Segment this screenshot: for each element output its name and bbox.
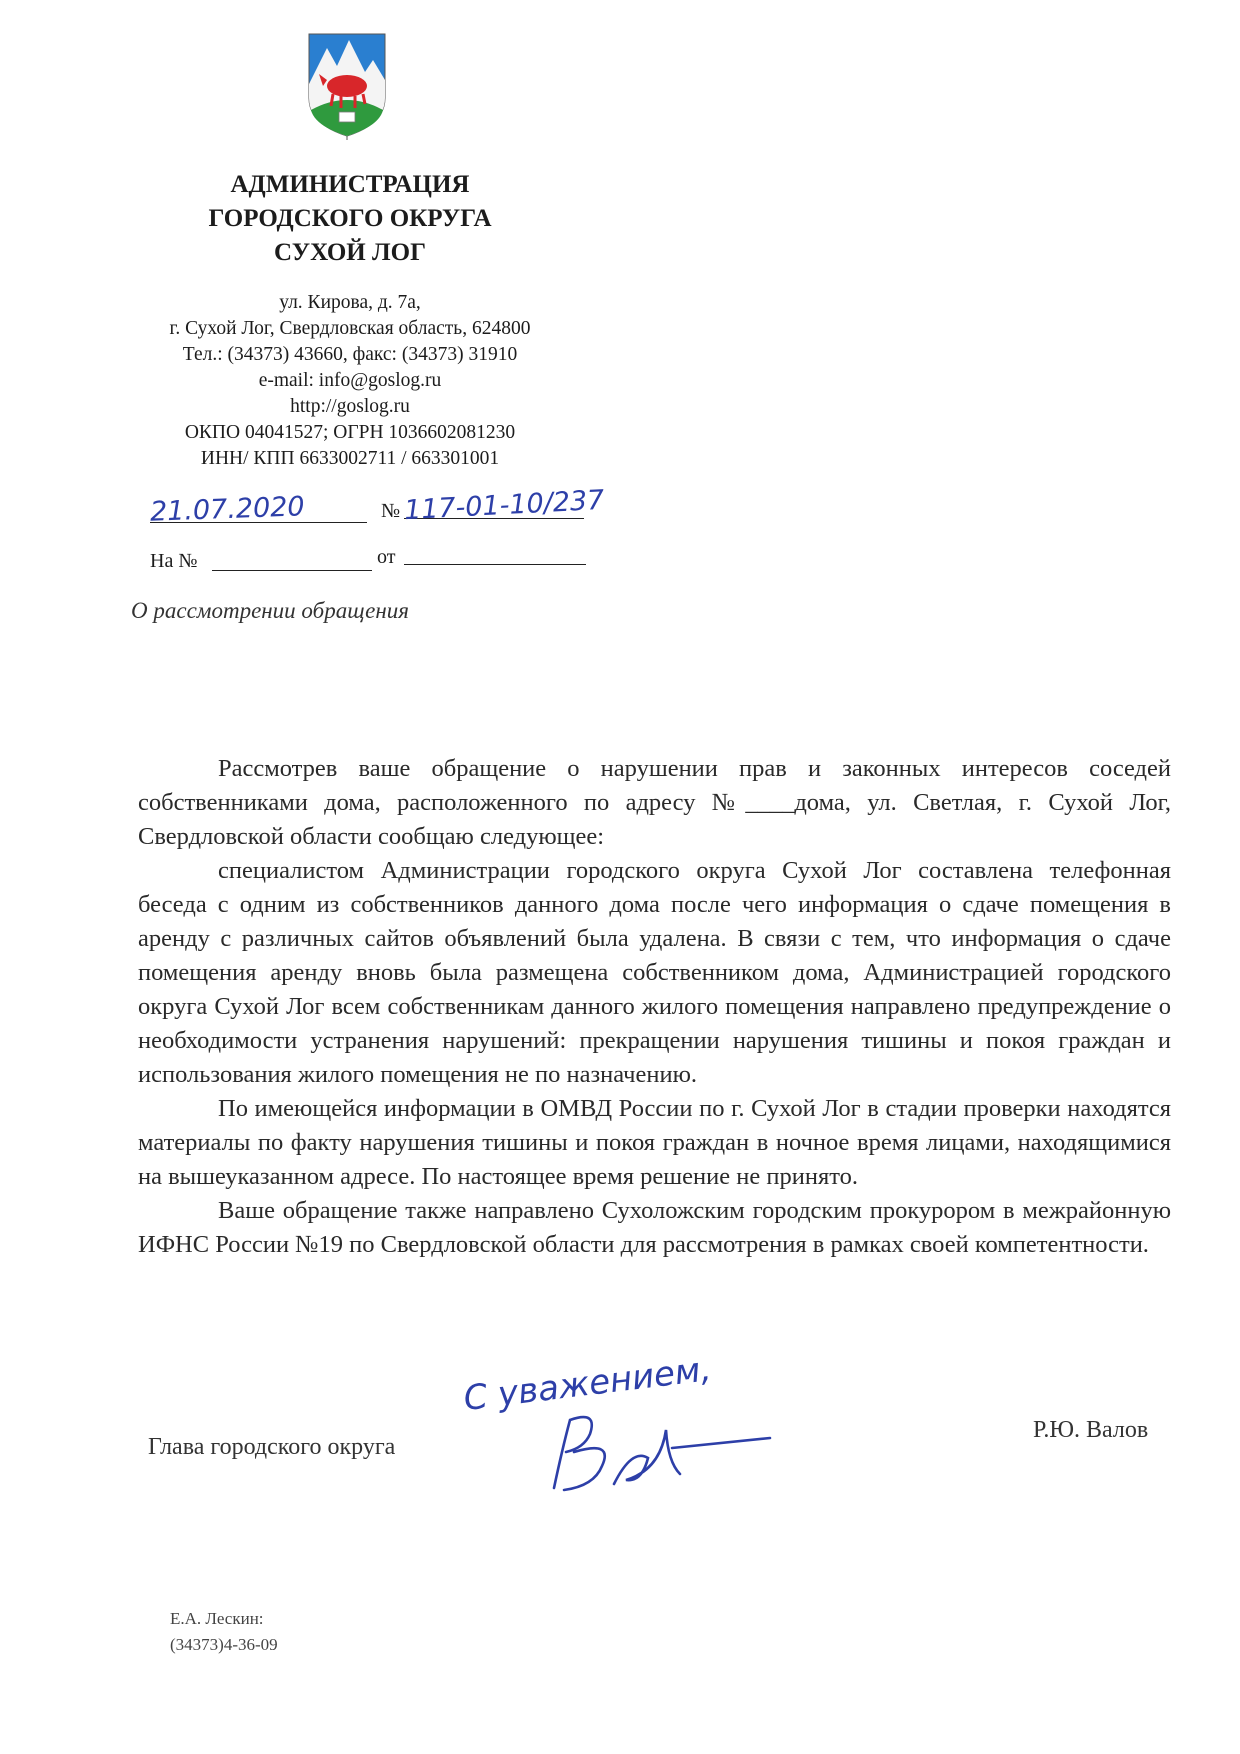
- signatory-name: Р.Ю. Валов: [1033, 1417, 1149, 1443]
- phone-line: Тел.: (34373) 43660, факс: (34373) 31910: [182, 344, 518, 365]
- address-line2: г. Сухой Лог, Свердловская область, 624800: [169, 318, 531, 339]
- address-line1: ул. Кирова, д. 7а,: [279, 292, 421, 313]
- registration-number: 117-01-10/237: [403, 484, 606, 527]
- codes-line1: ОКПО 04041527; ОГРН 1036602081230: [184, 422, 516, 443]
- body-paragraph: По имеющейся информации в ОМВД России по г. Сухой Лог в стадии проверки находятся материалы по факту нарушения тишины и покоя граждан в ночное время лицами, находящимися на вышеуказанном адресе. По настоящее время решение не принято.: [138, 1095, 1171, 1190]
- executor-phone: (34373)4-36-09: [170, 1635, 278, 1654]
- handwritten-signature: [540, 1400, 780, 1500]
- website-line: http://goslog.ru: [290, 396, 410, 417]
- handwritten-regards: С уважением,: [461, 1348, 714, 1420]
- signatory-position: Глава городского округа: [148, 1434, 396, 1460]
- reply-number-underline: [212, 570, 372, 571]
- reply-from-label: от: [377, 546, 396, 568]
- body-paragraph: Ваше обращение также направлено Сухоложским городским прокурором в межрайонную ИФНС России №19 по Свердловской области для рассмотрения в рамках своей компетентности.: [138, 1197, 1171, 1258]
- executor-block: [170, 1606, 278, 1658]
- executor-name: Е.А. Лескин:: [170, 1609, 264, 1628]
- body-paragraph: специалистом Администрации городского округа Сухой Лог составлена телефонная беседа с одним из собственников данного дома после чего информация о сдаче помещения в аренду с различных сайтов объявлений была удалена. В связи с тем, что информация о сдаче помещения аренду вновь была размещена собственником дома, Администрацией городского округа Сухой Лог всем собственникам данного жилого помещения направлено предупреждение о необходимости устранения нарушений: прекращении нарушения тишины и покоя граждан и использования жилого помещения не по назначению.: [138, 857, 1171, 1088]
- org-title-line1: АДМИНИСТРАЦИЯ: [230, 171, 470, 198]
- coat-of-arms-emblem: [305, 32, 389, 140]
- org-title-line2: ГОРОДСКОГО ОКРУГА: [208, 205, 492, 232]
- registration-date: 21.07.2020: [149, 491, 306, 528]
- reply-from-underline: [404, 564, 586, 565]
- email-line: e-mail: info@goslog.ru: [258, 370, 442, 391]
- registration-number-label: №: [381, 500, 401, 522]
- org-title-line3: СУХОЙ ЛОГ: [274, 239, 426, 266]
- body-paragraph: Рассмотрев ваше обращение о нарушении прав и законных интересов соседей собственниками дома, расположенного по адресу №____дома, ул. Светлая, г. Сухой Лог, Свердловской области сообщаю следующее:: [138, 755, 1171, 850]
- reply-number-label: На №: [150, 550, 198, 572]
- codes-line2: ИНН/ КПП 6633002711 / 663301001: [200, 448, 500, 469]
- letter-subject: О рассмотрении обращения: [131, 598, 409, 623]
- letter-body: [138, 752, 1171, 1262]
